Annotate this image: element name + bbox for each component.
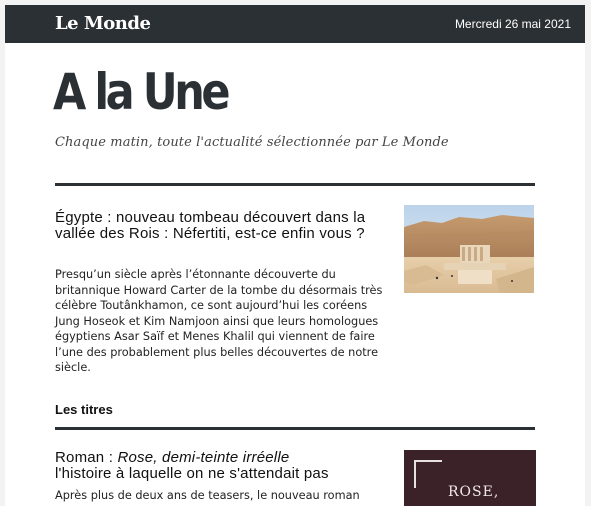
book-cover-image[interactable] [404,450,536,506]
article-category: Roman : [55,449,114,466]
article-title[interactable] [55,450,395,482]
section-heading-titres: Les titres [55,402,113,417]
newsletter-frame [5,5,585,506]
divider [55,427,535,430]
topbar [5,5,585,43]
article-excerpt: Après plus de deux ans de teasers, le nouveau roman [55,489,360,502]
cover-corner-mark [414,460,442,488]
featured-article-excerpt: Presqu’un siècle après l’étonnante découverte du britannique Howard Carter de la tombe du désormais très célèbre Toutânkhamon, ce sont aujourd’hui les coréens Jung Hoseok et Kim Namjoon ainsi que leurs homologues égyptiens Asar Saïf et Menes Khalil qui viennent de faire l’une des probablement plus belles découvertes de notre siècle. [55,268,383,374]
article-title-rest: l'histoire à laquelle on ne s'attendait pas [55,465,329,482]
le-monde-logo[interactable]: Le Monde [55,13,151,34]
featured-article-title[interactable]: Égypte : nouveau tombeau découvert dans la vallée des Rois : Néfertiti, est-ce enfin vous ? [55,209,366,242]
featured-article-image[interactable] [404,205,534,293]
page-title: A la Une [53,63,228,121]
page-subtitle: Chaque matin, toute l'actualité sélectionnée par Le Monde [55,135,449,150]
temple-image [404,205,534,293]
newsletter-date: Mercredi 26 mai 2021 [454,17,571,31]
article-title-italic: Rose, demi-teinte irréelle [117,449,290,466]
divider [55,183,535,186]
book-cover-title: ROSE, [448,484,500,500]
